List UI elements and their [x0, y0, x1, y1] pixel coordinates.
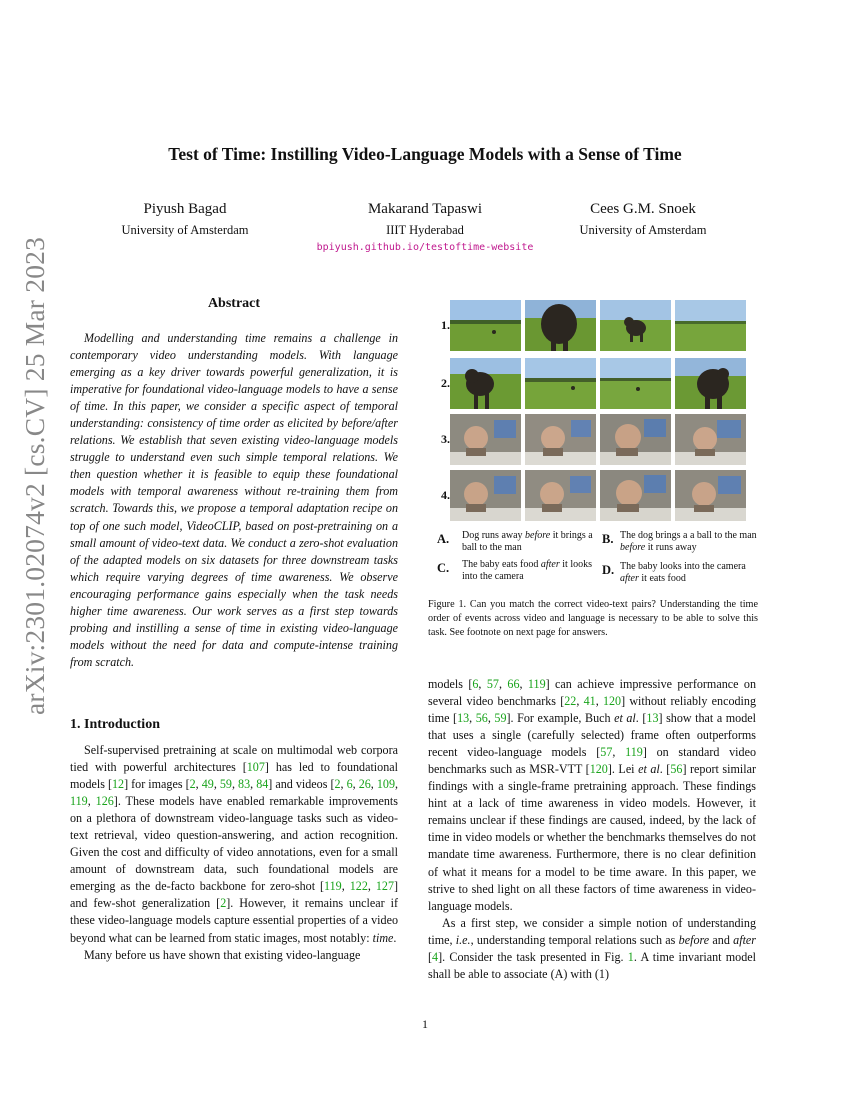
body-paragraph: models [6, 57, 66, 119] can achieve impressive performance on several video benchmarks [22, 41, 120] without reliably encoding time [13, 56, 59]. For example, Buch et al. [13] show that a model that uses a single (carefully selected) frame often outperforms recent video-language models [57, 119] on standard video benchmarks such as MSR-VTT [120]. Lei et al. [56] report similar findings with a single-frame pretraining approach. These findings hint at a lack of time awareness in video models. However, it remains unclear if these findings are caused, indeed, by the lack of time in video models or whether the benchmarks themselves do not mandate time awareness. Furthermore, there is no clear definition of what it means for a model to be time aware. In this paper, we strive to shed light on all these factors of time awareness in video-language models.: [428, 677, 757, 913]
citation-link[interactable]: 22: [564, 694, 577, 709]
author-3: [558, 201, 728, 238]
video-frame: [600, 358, 671, 409]
citation-link[interactable]: 56: [475, 711, 488, 726]
intro-paragraph: Many before us have shown that existing video-language: [84, 947, 361, 962]
citation-link[interactable]: 26: [358, 777, 371, 792]
introduction-body: [70, 742, 398, 964]
author-affiliation: IIIT Hyderabad: [386, 223, 464, 237]
citation-link[interactable]: 57: [486, 677, 499, 691]
citation-link[interactable]: 57: [600, 745, 613, 760]
row-label: 1.: [441, 318, 450, 332]
row-label: 2.: [441, 376, 450, 390]
video-frame: [525, 470, 596, 521]
citation-link[interactable]: 13: [457, 711, 470, 726]
introduction-heading: 1. Introduction: [70, 717, 160, 732]
author-1: [100, 201, 270, 238]
video-frame: [675, 414, 746, 465]
author-name: Cees G.M. Snoek: [590, 201, 696, 217]
option-letter: A.: [437, 532, 450, 546]
author-2: [330, 201, 520, 238]
citation-link[interactable]: 119: [527, 677, 546, 691]
option-letter: B.: [602, 532, 614, 546]
row-label: 3.: [441, 432, 450, 446]
citation-link[interactable]: 2: [334, 777, 341, 792]
project-url-link[interactable]: bpiyush.github.io/testoftime-website: [316, 242, 534, 253]
citation-link[interactable]: 59: [219, 777, 232, 792]
video-frame: [525, 414, 596, 465]
video-frame: [600, 470, 671, 521]
citation-link[interactable]: 49: [201, 777, 214, 792]
citation-link[interactable]: 13: [646, 711, 659, 726]
citation-link[interactable]: 109: [376, 777, 395, 792]
author-name: Piyush Bagad: [143, 201, 227, 217]
citation-link[interactable]: 84: [256, 777, 269, 792]
video-frame: [450, 300, 521, 351]
video-frame: [525, 358, 596, 409]
citation-link[interactable]: 2: [189, 777, 196, 792]
row-label: 4.: [441, 488, 450, 502]
option-text: The dog brings a a ball to the man before it runs away: [620, 530, 757, 553]
abstract-text: Modelling and understanding time remains a challenge in contemporary video understanding models. With language emerging as a key driver towards powerful generalization, it is imperative for foundational video-language models to have a sense of time. In this paper, we consider a specific aspect of temporal understanding: consistency of time order as elicited by before/after relations. We establish that seven existing video-language models struggle to understand even such simple temporal relations. We then question whether it is feasible to equip these foundational models with temporal awareness without re-training them from scratch. Towards this, we propose a temporal adaptation recipe on top of one such model, VideoCLIP, based on post-pretraining on a small amount of video-text data. We conduct a zero-shot evaluation of the adapted models on six datasets for three downstream tasks which require varying degrees of time awareness. We observe encouraging performance gains especially when the task needs higher time awareness. Our work serves as a first step towards probing and instilling a sense of time in existing video-language models without the need for data and compute-intense training from scratch.: [70, 331, 398, 669]
citation-link[interactable]: 119: [70, 794, 88, 809]
citation-link[interactable]: 59: [494, 711, 507, 726]
video-frame: [675, 300, 746, 351]
citation-link[interactable]: 83: [238, 777, 251, 792]
author-name: Makarand Tapaswi: [367, 201, 483, 217]
author-affiliation: University of Amsterdam: [121, 223, 249, 237]
citation-link[interactable]: 107: [246, 760, 265, 775]
right-column-body: [428, 676, 756, 983]
body-paragraph: As a first step, we consider a simple notion of understanding time, i.e., understanding temporal relations such as before and after [4]. Consider the task presented in Fig. 1. A time invariant model shall be able to associate (A) with (1): [428, 915, 756, 981]
citation-link[interactable]: 12: [112, 777, 125, 792]
citation-link[interactable]: 122: [349, 879, 368, 894]
video-frame: [675, 470, 746, 521]
abstract-heading: Abstract: [207, 296, 261, 311]
citation-link[interactable]: 41: [583, 694, 596, 709]
option-text: The baby eats food after it looks into the camera: [462, 559, 592, 582]
intro-paragraph: Self-supervised pretraining at scale on multimodal web corpora tied with powerful architectures [107] has led to foundational models [12] for images [2, 49, 59, 83, 84] and videos [2, 6, 26, 109, 119, 126]. These models have enabled remarkable improvements on a plethora of downstream video-language tasks such as video-text retrieval, video question-answering, and action recognition. Given the cost and difficulty of video annotations, even for a small amount of downstream data, such foundational models are emerging as the de-facto backbone for zero-shot [119, 122, 127] and few-shot generalization [2]. However, it remains unclear if these video-language models capture essential properties of a video beyond what can be learned from static images, most notably: time.: [70, 743, 399, 945]
citation-link[interactable]: 120: [602, 694, 622, 709]
video-frame: [600, 414, 671, 465]
video-frame: [450, 470, 521, 521]
author-affiliation: University of Amsterdam: [579, 223, 707, 237]
arxiv-sidebar: [5, 236, 65, 716]
option-letter: C.: [437, 561, 450, 575]
option-letter: D.: [602, 563, 615, 577]
citation-link[interactable]: 1: [627, 949, 634, 964]
paper-title: Test of Time: Instilling Video-Language Models with a Sense of Time: [168, 144, 682, 164]
option-text: The baby looks into the camera after it eats food: [620, 561, 746, 584]
video-frame: [525, 300, 596, 351]
citation-link[interactable]: 66: [507, 677, 520, 691]
figure-caption: Figure 1. Can you match the correct video-text pairs? Understanding the time order of events across video and language is necessary to be able to solve this task. See footnote on next page for answers.: [428, 599, 758, 639]
citation-link[interactable]: 2: [220, 896, 227, 911]
citation-link[interactable]: 127: [375, 879, 394, 894]
video-frame: [450, 358, 521, 409]
citation-link[interactable]: 6: [346, 777, 353, 792]
citation-link[interactable]: 56: [670, 762, 683, 777]
citation-link[interactable]: 4: [432, 949, 439, 964]
page-number: 1: [422, 1017, 428, 1031]
citation-link[interactable]: 119: [324, 879, 342, 894]
video-frame: [450, 414, 521, 465]
citation-link[interactable]: 119: [625, 745, 643, 760]
video-frame: [600, 300, 671, 351]
option-text: Dog runs away before it brings a ball to the man: [462, 530, 593, 553]
citation-link[interactable]: 120: [589, 762, 608, 777]
citation-link[interactable]: 6: [472, 677, 479, 691]
video-frame: [675, 358, 746, 409]
citation-link[interactable]: 126: [95, 794, 114, 809]
figure-1: [432, 298, 762, 594]
arxiv-identifier: arXiv:2301.02074v2 [cs.CV] 25 Mar 2023: [19, 236, 51, 716]
